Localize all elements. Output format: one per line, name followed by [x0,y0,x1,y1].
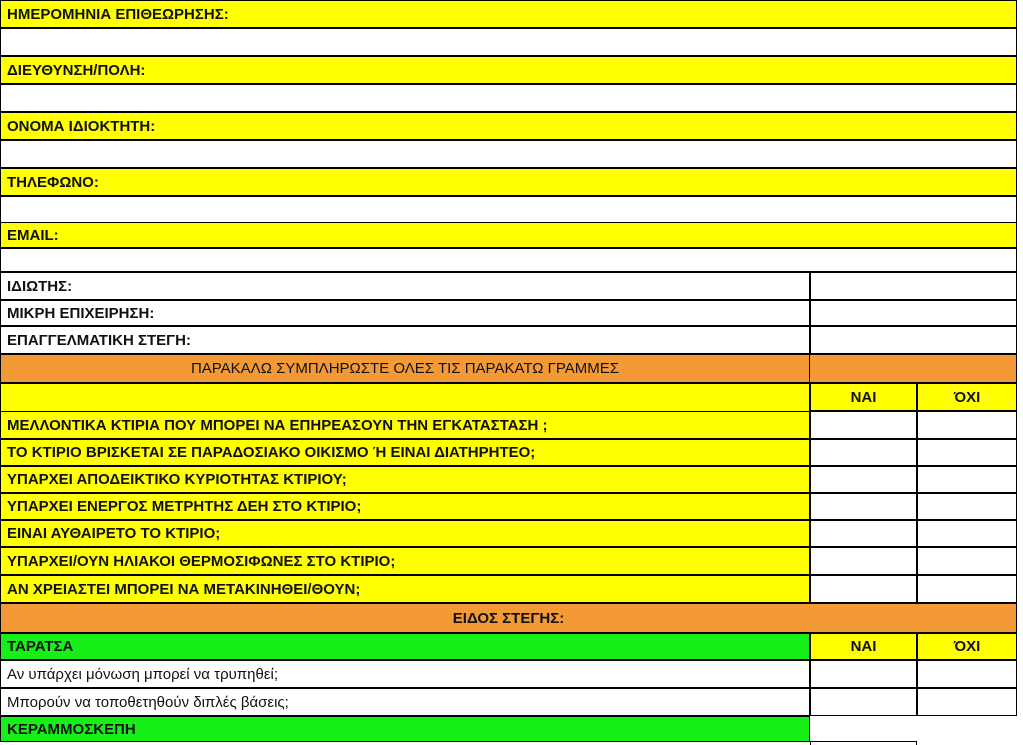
section1-no-text: ΌΧΙ [953,388,981,406]
answer-yes-cell[interactable] [810,547,917,575]
answer-no-cell[interactable] [917,547,1017,575]
section2-yes-header [810,633,917,660]
answer-yes-cell[interactable] [810,688,917,716]
question-unauthorized [0,520,810,547]
keramoskepi-label [0,716,810,742]
taratsa-label [0,633,810,660]
question-double-mounts-text: Μπορούν να τοποθετηθούν διπλές βάσεις; [7,693,289,711]
owner-name-label [0,112,1017,140]
inspection-date-label-text: ΗΜΕΡΟΜΗΝΙΑ ΕΠΙΘΕΩΡΗΣΗΣ: [7,5,229,23]
question-future-buildings [0,411,810,439]
answer-yes-cell[interactable] [810,466,917,493]
section2-title-text: ΕΙΔΟΣ ΣΤΕΓΗΣ: [452,609,565,627]
type-professional-text: ΕΠΑΓΓΕΛΜΑΤΙΚΗ ΣΤΕΓΗ: [7,331,191,349]
section1-title-extension [810,354,1017,383]
answer-yes-cell[interactable] [810,493,917,520]
question-future-buildings-text: ΜΕΛΛΟΝΤΙΚΑ ΚΤΙΡΙΑ ΠΟΥ ΜΠΟΡΕΙ ΝΑ ΕΠΗΡΕΑΣΟΥΝ ΤΗΝ ΕΓΚΑΤΑΣΤΑΣΗ ; [7,416,548,434]
answer-no-cell[interactable] [917,466,1017,493]
address-label [0,56,1017,84]
section1-no-header [917,383,1017,411]
address-input[interactable] [0,84,1017,112]
question-traditional-settlement-text: ΤΟ ΚΤΙΡΙΟ ΒΡΙΣΚΕΤΑΙ ΣΕ ΠΑΡΑΔΟΣΙΑΚΟ ΟΙΚΙΣΜΟ Ή ΕΙΝΑΙ ΔΙΑΤΗΡΗΤΕΟ; [7,444,536,461]
type-professional-cell[interactable] [810,326,1017,354]
answer-no-cell[interactable] [917,439,1017,466]
answer-no-cell[interactable] [917,575,1017,603]
answer-no-cell[interactable] [917,688,1017,716]
answer-yes-cell[interactable] [810,660,917,688]
owner-name-input[interactable] [0,140,1017,168]
type-small-business-cell[interactable] [810,300,1017,326]
type-small-business-label [0,300,810,326]
question-relocate-text: ΑΝ ΧΡΕΙΑΣΤΕΙ ΜΠΟΡΕΙ ΝΑ ΜΕΤΑΚΙΝΗΘΕΙ/ΘΟΥΝ; [7,580,361,598]
type-private-cell[interactable] [810,272,1017,300]
section2-title [0,603,1017,633]
answer-yes-cell[interactable] [810,520,917,547]
type-professional-label [0,326,810,354]
section1-title [0,354,810,383]
question-active-meter-text: ΥΠΑΡΧΕΙ ΕΝΕΡΓΟΣ ΜΕΤΡΗΤΗΣ ΔΕΗ ΣΤΟ ΚΤΙΡΙΟ; [7,498,362,515]
section2-no-text: ΌΧΙ [953,638,981,655]
phone-input[interactable] [0,196,1017,224]
question-traditional-settlement [0,439,810,466]
email-input[interactable] [0,248,1017,272]
answer-no-cell[interactable] [917,520,1017,547]
type-small-business-text: ΜΙΚΡΗ ΕΠΙΧΕΙΡΗΣΗ: [7,304,155,322]
taratsa-text: ΤΑΡΑΤΣΑ [7,638,74,655]
question-unauthorized-text: ΕΙΝΑΙ ΑΥΘΑΙΡΕΤΟ ΤΟ ΚΤΙΡΙΟ; [7,525,221,542]
type-private-label [0,272,810,300]
section1-yes-text: ΝΑΙ [850,388,877,406]
answer-no-cell[interactable] [917,411,1017,439]
owner-name-label-text: ΟΝΟΜΑ ΙΔΙΟΚΤΗΤΗ: [7,117,156,135]
question-insulation [0,660,810,688]
section2-yes-text: ΝΑΙ [850,638,877,655]
phone-label-text: ΤΗΛΕΦΩΝΟ: [7,173,99,191]
answer-yes-cell[interactable] [810,439,917,466]
section1-title-text: ΠΑΡΑΚΑΛΩ ΣΥΜΠΛΗΡΩΣΤΕ ΟΛΕΣ ΤΙΣ ΠΑΡΑΚΑΤΩ ΓΡΑΜΜΕΣ [190,360,620,377]
section1-header-blank [0,383,810,411]
address-label-text: ΔΙΕΥΘΥΝΣΗ/ΠΟΛΗ: [7,61,146,79]
inspection-date-input[interactable] [0,28,1017,56]
inspection-date-label [0,0,1017,28]
section2-no-header [917,633,1017,660]
type-private-text: ΙΔΙΩΤΗΣ: [7,277,73,295]
answer-no-cell[interactable] [917,660,1017,688]
question-active-meter [0,493,810,520]
email-label-text: EMAIL: [7,226,59,244]
question-solar-heaters [0,547,810,575]
email-label [0,222,1017,248]
section1-yes-header [810,383,917,411]
keramoskepi-text: ΚΕΡΑΜΜΟΣΚΕΠΗ [7,720,136,738]
answer-no-cell[interactable] [917,493,1017,520]
question-insulation-text: Αν υπάρχει μόνωση μπορεί να τρυπηθεί; [7,665,279,683]
question-relocate [0,575,810,603]
question-solar-heaters-text: ΥΠΑΡΧΕΙ/ΟΥΝ ΗΛΙΑΚΟΙ ΘΕΡΜΟΣΙΦΩΝΕΣ ΣΤΟ ΚΤΙΡΙΟ; [7,552,396,570]
question-ownership-proof-text: ΥΠΑΡΧΕΙ ΑΠΟΔΕΙΚΤΙΚΟ ΚΥΡΙΟΤΗΤΑΣ ΚΤΙΡΙΟΥ; [7,471,347,488]
question-ownership-proof [0,466,810,493]
phone-label [0,168,1017,196]
answer-yes-cell[interactable] [810,575,917,603]
answer-yes-cell[interactable] [810,741,917,745]
question-double-mounts [0,688,810,716]
answer-yes-cell[interactable] [810,411,917,439]
